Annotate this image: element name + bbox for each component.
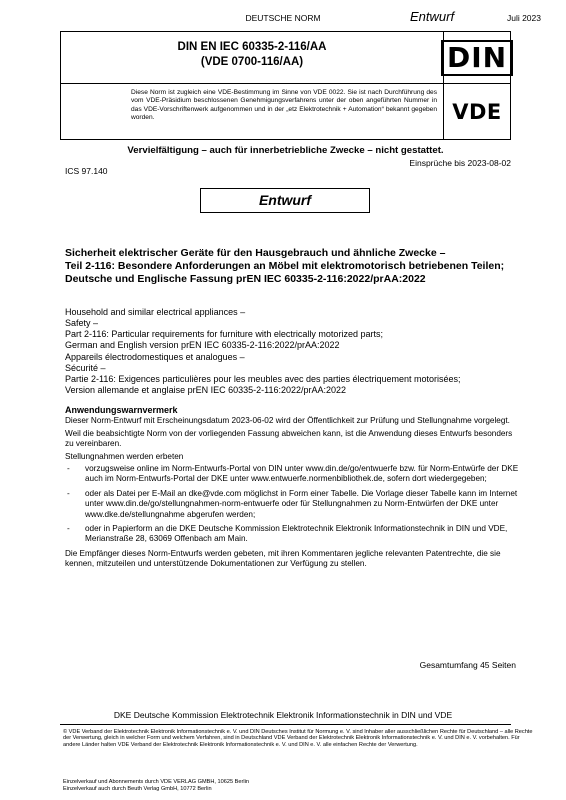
list-item-text: vorzugsweise online im Norm-Entwurfs-Portal von DIN unter www.din.de/go/entwuerfe bzw. für Norm-Entwürfe der DKE auch im Norm-Entwurfs-Portal der DKE unter www.entwuerfe.normenbibliothek.de, sofern dort wiedergegeben; — [85, 464, 519, 484]
warning-paragraph: Stellungnahmen werden erbeten — [65, 451, 184, 461]
list-item-text: oder in Papierform an die DKE Deutsche Kommission Elektrotechnik Elektronik Informationstechnik in DIN und VDE, Merianstraße 28, 63069 Offenbach am Main. — [85, 524, 508, 544]
draft-label: Entwurf — [200, 188, 370, 213]
title-en-line: German and English version prEN IEC 60335-2-116:2022/prAA:2022 — [65, 340, 340, 350]
din-logo-box — [443, 31, 511, 84]
vde-notice: Diese Norm ist zugleich eine VDE-Bestimmung im Sinne von VDE 0022. Sie ist nach Durchführung des vom VDE-Präsidium beschlossenen Genehmigungsverfahrens unter der oben angeführten Nummer in das VDE-Vorschriftenwerk aufgenommen und in der „etz Elektrotechnik + Automation“ bekannt gegeben worden. — [60, 84, 443, 140]
title-de-line: Sicherheit elektrischer Geräte für den Hausgebrauch und ähnliche Zwecke – — [65, 247, 446, 259]
sales-line: Einzelverkauf auch durch Beuth Verlag GmbH, 10772 Berlin — [63, 786, 212, 792]
title-french — [65, 352, 535, 396]
title-fr-line: Partie 2-116: Exigences particulières pour les meubles avec des parties électriquement motorisées; — [65, 374, 461, 384]
warning-heading: Anwendungswarnvermerk — [65, 405, 178, 415]
list-item — [65, 524, 520, 545]
sales-line: Einzelverkauf und Abonnements durch VDE VERLAG GMBH, 10625 Berlin — [63, 779, 249, 785]
title-fr-line: Version allemande et anglaise prEN IEC 60335-2-116:2022/prAA:2022 — [65, 385, 347, 395]
list-item-text: oder als Datei per E-Mail an dke@vde.com möglichst in Form einer Tabelle. Die Vorlage dieser Tabelle kann im Internet unter www.din.de/go/stellungnahmen-norm-entwuerfe oder für Stellungnahmen zu Norm-Entwürfen der DKE unter www.dke.de/stellungnahme abgerufen werden; — [85, 488, 518, 519]
warning-paragraph: Die Empfänger dieses Norm-Entwurfs werden gebeten, mit ihren Kommentaren jegliche relevanten Patentrechte, die sie kennen, mitzuteilen und unterstützende Dokumentationen zur Verfügung zu stellen. — [65, 548, 501, 569]
committee-footer: DKE Deutsche Kommission Elektrotechnik Elektronik Informationstechnik in DIN und VDE — [113, 710, 453, 720]
copyright-notice: © VDE Verband der Elektrotechnik Elektronik Informationstechnik e. V. und DIN Deutsches Institut für Normung e. V. sind Inhaber aller ausschließlichen Rechte für Deutschland – alle Rechte der Verwertung, gleich in welcher Form und welchem Verfahren, sind in Deutschland VDE Verband der Elektrotechnik Elektronik Informationstechnik e. V. und DIN e. V. vorbehalten. Für andere Länder halten VDE Verband der Elektrotechnik Elektronik Informationstechnik e. V. und DIN e. V. alle einfachen Rechte der Verwertung. — [63, 729, 533, 748]
title-en-line: Safety – — [65, 318, 99, 328]
title-de-line: Teil 2-116: Besondere Anforderungen an Möbel mit elektromotorisch betriebenen Teilen; — [65, 260, 505, 272]
publication-date: Juli 2023 — [506, 13, 541, 23]
designation-line-2: (VDE 0700-116/AA) — [200, 56, 304, 68]
vde-logo: VDE — [443, 84, 511, 140]
document-type: DEUTSCHE NORM — [245, 13, 321, 23]
title-en-line: Part 2-116: Particular requirements for furniture with electrically motorized parts; — [65, 329, 383, 339]
din-logo: DIN — [441, 40, 513, 76]
title-fr-line: Sécurité – — [65, 363, 106, 373]
standard-designation — [60, 31, 443, 84]
title-en-line: Household and similar electrical appliances – — [65, 307, 246, 317]
bullet-marker: - — [67, 464, 70, 474]
title-fr-line: Appareils électrodomestiques et analogues – — [65, 352, 245, 362]
bullet-marker: - — [67, 524, 70, 534]
ics-code: ICS 97.140 — [65, 166, 108, 176]
warning-paragraph: Weil die beabsichtigte Norm von der vorliegenden Fassung abweichen kann, ist die Anwendung dieses Entwurfs besonders zu vereinbaren. — [65, 428, 513, 449]
objection-deadline: Einsprüche bis 2023-08-02 — [409, 158, 511, 168]
warning-paragraph: Dieser Norm-Entwurf mit Erscheinungsdatum 2023-06-02 wird der Öffentlichkeit zur Prüfung und Stellungnahme vorgelegt. — [65, 416, 510, 426]
draft-status: Entwurf — [410, 9, 455, 24]
list-item — [65, 464, 520, 485]
footer-divider — [60, 724, 511, 725]
total-pages: Gesamtumfang 45 Seiten — [419, 660, 516, 670]
designation-line-1: DIN EN IEC 60335-2-116/AA — [177, 41, 327, 53]
list-item — [65, 489, 520, 520]
title-de-line: Deutsche und Englische Fassung prEN IEC 60335-2-116:2022/prAA:2022 — [65, 273, 426, 285]
title-german — [65, 247, 525, 286]
application-warning — [65, 405, 520, 572]
title-english — [65, 307, 525, 351]
bullet-marker: - — [67, 488, 70, 498]
reproduction-notice: Vervielfältigung – auch für innerbetriebliche Zwecke – nicht gestattet. — [127, 145, 444, 156]
